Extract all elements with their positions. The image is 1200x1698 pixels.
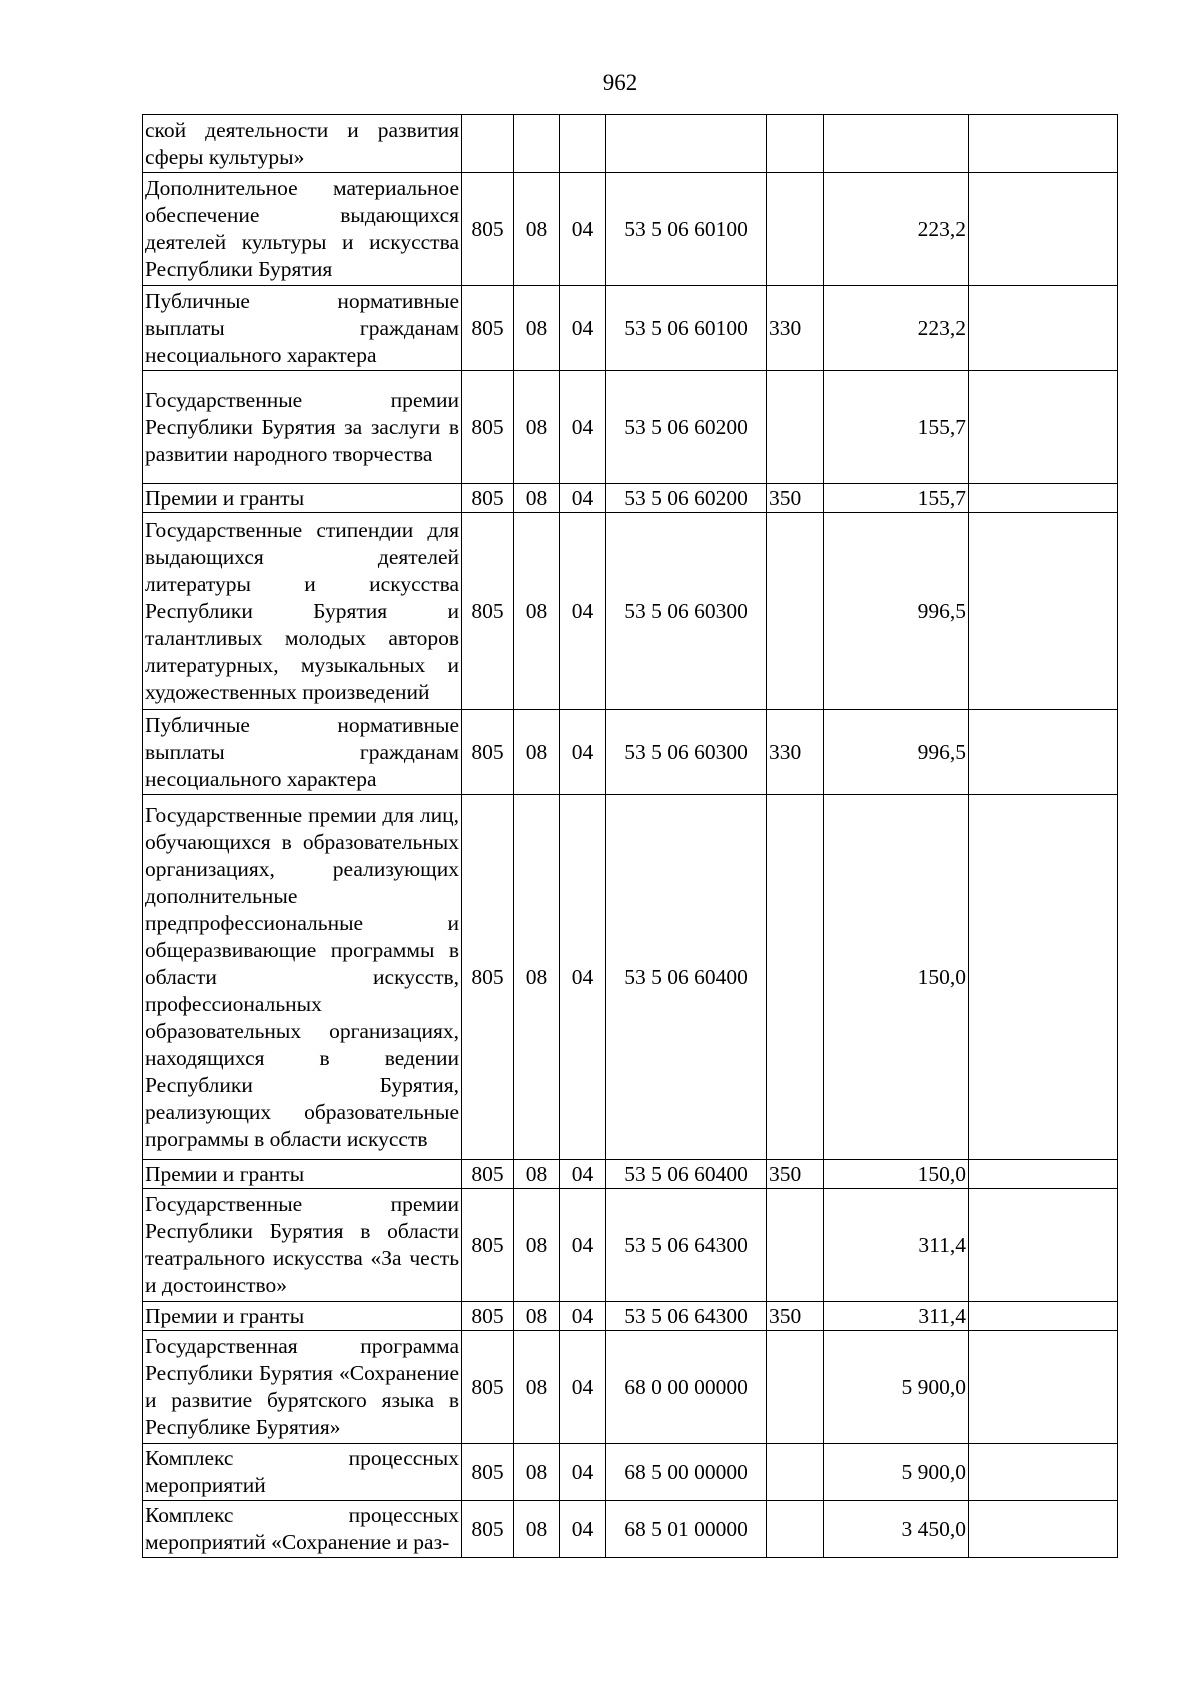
row-sum: 150,0 [824, 795, 969, 1160]
row-vr: 330 [767, 286, 824, 371]
table-row [143, 286, 1118, 371]
row-pr: 08 [514, 1501, 560, 1558]
row-cs: 53 5 06 60100 [606, 173, 767, 286]
row-vr: 350 [767, 1160, 824, 1189]
row-pr: 08 [514, 371, 560, 484]
row-cs: 53 5 06 60300 [606, 710, 767, 795]
table-row [143, 1302, 1118, 1331]
row-cs: 53 5 06 60400 [606, 795, 767, 1160]
row-vr [767, 1444, 824, 1501]
row-pz: 04 [560, 795, 606, 1160]
row-name: Премии и гранты [143, 1160, 462, 1189]
row-pz: 04 [560, 1189, 606, 1302]
row-extra [969, 795, 1118, 1160]
row-name: Государственная программа Республики Бурятия «Сохранение и развитие бурятского языка в Республике Бурятия» [143, 1331, 462, 1444]
row-gr: 805 [462, 513, 514, 710]
row-sum: 223,2 [824, 173, 969, 286]
row-pz: 04 [560, 286, 606, 371]
row-pr: 08 [514, 286, 560, 371]
row-cs: 53 5 06 60100 [606, 286, 767, 371]
row-sum: 996,5 [824, 513, 969, 710]
row-pz: 04 [560, 513, 606, 710]
row-vr [767, 1331, 824, 1444]
table-row [143, 371, 1118, 484]
row-vr [767, 371, 824, 484]
table-row [143, 173, 1118, 286]
row-pz: 04 [560, 173, 606, 286]
row-pz: 04 [560, 1331, 606, 1444]
row-sum: 5 900,0 [824, 1444, 969, 1501]
row-name: Публичные нормативные выплаты гражданам несоциального характера [143, 286, 462, 371]
row-gr [462, 115, 514, 173]
row-pz [560, 115, 606, 173]
row-name: Дополнительное материальное обеспечение выдающихся деятелей культуры и искусства Республики Бурятия [143, 173, 462, 286]
row-name: Премии и гранты [143, 484, 462, 513]
row-name: Комплекс процессных мероприятий «Сохранение и раз- [143, 1501, 462, 1558]
row-pz: 04 [560, 371, 606, 484]
row-pz: 04 [560, 1444, 606, 1501]
row-cs: 53 5 06 60200 [606, 371, 767, 484]
table-row [143, 1501, 1118, 1558]
table-row [143, 484, 1118, 513]
row-name: ской деятельности и развития сферы культуры» [143, 115, 462, 173]
row-extra [969, 1444, 1118, 1501]
row-extra [969, 1331, 1118, 1444]
row-cs: 53 5 06 60200 [606, 484, 767, 513]
table-row [143, 710, 1118, 795]
row-sum [824, 115, 969, 173]
row-gr: 805 [462, 286, 514, 371]
row-gr: 805 [462, 1302, 514, 1331]
table-row [143, 115, 1118, 173]
table-row [143, 1160, 1118, 1189]
row-name: Публичные нормативные выплаты гражданам несоциального характера [143, 710, 462, 795]
row-pr: 08 [514, 1302, 560, 1331]
row-pz: 04 [560, 1501, 606, 1558]
row-extra [969, 371, 1118, 484]
row-pr: 08 [514, 1444, 560, 1501]
row-sum: 155,7 [824, 484, 969, 513]
row-pr: 08 [514, 1189, 560, 1302]
row-pr: 08 [514, 710, 560, 795]
row-cs [606, 115, 767, 173]
row-pr [514, 115, 560, 173]
row-cs: 53 5 06 60300 [606, 513, 767, 710]
row-gr: 805 [462, 173, 514, 286]
row-cs: 53 5 06 64300 [606, 1302, 767, 1331]
row-extra [969, 710, 1118, 795]
row-gr: 805 [462, 371, 514, 484]
row-pz: 04 [560, 1160, 606, 1189]
row-vr [767, 1501, 824, 1558]
row-gr: 805 [462, 1501, 514, 1558]
table-body [143, 115, 1118, 1558]
row-sum: 150,0 [824, 1160, 969, 1189]
row-sum: 5 900,0 [824, 1331, 969, 1444]
row-sum: 155,7 [824, 371, 969, 484]
row-name: Государственные премии Республики Бурятия в области театрального искусства «За честь и достоинство» [143, 1189, 462, 1302]
row-extra [969, 115, 1118, 173]
row-cs: 68 5 00 00000 [606, 1444, 767, 1501]
row-extra [969, 1189, 1118, 1302]
row-extra [969, 1501, 1118, 1558]
row-name: Премии и гранты [143, 1302, 462, 1331]
row-pz: 04 [560, 484, 606, 513]
row-pr: 08 [514, 795, 560, 1160]
row-vr: 330 [767, 710, 824, 795]
row-pr: 08 [514, 1160, 560, 1189]
row-sum: 223,2 [824, 286, 969, 371]
row-pr: 08 [514, 513, 560, 710]
row-cs: 53 5 06 64300 [606, 1189, 767, 1302]
row-extra [969, 1302, 1118, 1331]
row-name: Государственные стипендии для выдающихся деятелей литературы и искусства Республики Бурятия и талантливых молодых авторов литературных, музыкальных и художественных произведений [143, 513, 462, 710]
row-gr: 805 [462, 795, 514, 1160]
row-extra [969, 513, 1118, 710]
row-extra [969, 286, 1118, 371]
row-extra [969, 173, 1118, 286]
row-pr: 08 [514, 173, 560, 286]
table-row [143, 513, 1118, 710]
row-gr: 805 [462, 1189, 514, 1302]
row-gr: 805 [462, 710, 514, 795]
table-row [143, 1331, 1118, 1444]
row-pz: 04 [560, 1302, 606, 1331]
row-vr [767, 173, 824, 286]
row-vr: 350 [767, 484, 824, 513]
row-name: Государственные премии Республики Бурятия за заслуги в развитии народного творчества [143, 371, 462, 484]
row-pr: 08 [514, 1331, 560, 1444]
row-cs: 68 0 00 00000 [606, 1331, 767, 1444]
row-gr: 805 [462, 1444, 514, 1501]
row-sum: 311,4 [824, 1302, 969, 1331]
row-vr [767, 115, 824, 173]
row-vr [767, 795, 824, 1160]
row-name: Комплекс процессных мероприятий [143, 1444, 462, 1501]
row-vr: 350 [767, 1302, 824, 1331]
row-name: Государственные премии для лиц, обучающихся в образовательных организациях, реализующих дополнительные предпрофессиональные и общеразвивающие программы в области искусств, профессиональных образовательных организациях, находящихся в ведении Республики Бурятия, реализующих образовательные программы в области искусств [143, 795, 462, 1160]
row-gr: 805 [462, 484, 514, 513]
row-sum: 3 450,0 [824, 1501, 969, 1558]
row-gr: 805 [462, 1160, 514, 1189]
budget-table [142, 114, 1118, 1558]
row-pr: 08 [514, 484, 560, 513]
row-sum: 996,5 [824, 710, 969, 795]
table-row [143, 1189, 1118, 1302]
row-sum: 311,4 [824, 1189, 969, 1302]
table-row [143, 1444, 1118, 1501]
row-extra [969, 484, 1118, 513]
row-vr [767, 513, 824, 710]
row-vr [767, 1189, 824, 1302]
row-cs: 53 5 06 60400 [606, 1160, 767, 1189]
row-extra [969, 1160, 1118, 1189]
row-gr: 805 [462, 1331, 514, 1444]
row-pz: 04 [560, 710, 606, 795]
table-row [143, 795, 1118, 1160]
row-cs: 68 5 01 00000 [606, 1501, 767, 1558]
page-number: 962 [602, 70, 638, 95]
